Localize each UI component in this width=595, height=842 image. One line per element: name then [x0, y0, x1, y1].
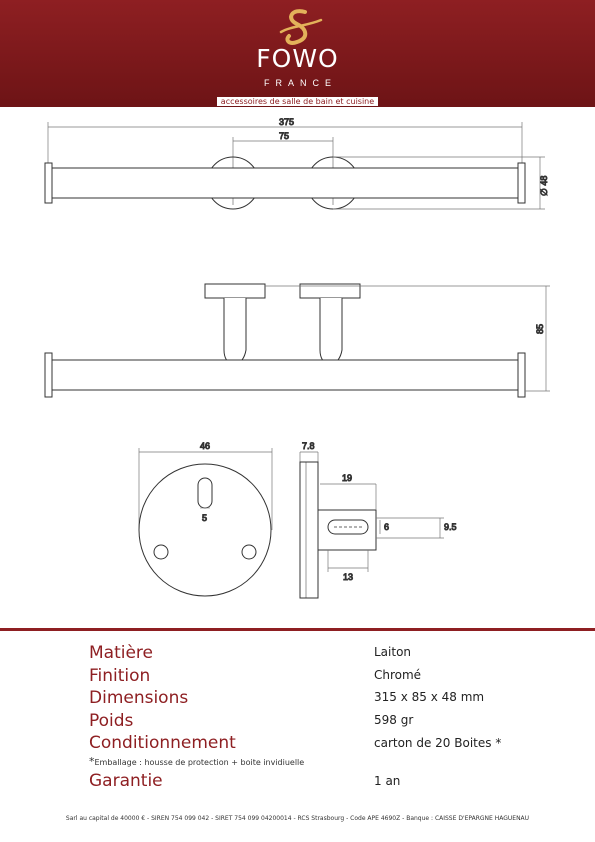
spec-label-warranty: Garantie [89, 771, 163, 791]
tagline: accessoires de salle de bain et cuisine [0, 97, 595, 106]
brand-subtitle: FRANCE [263, 78, 337, 88]
spec-label-weight: Poids [89, 711, 134, 731]
top-view [45, 122, 545, 209]
dim-slot-outer: 9.5 [444, 522, 457, 532]
specs-divider [0, 628, 595, 631]
spec-value-dimensions: 315 x 85 x 48 mm [374, 690, 485, 704]
dim-plate-diameter: 46 [200, 441, 211, 451]
dim-screw-offset: 5 [202, 513, 208, 523]
dim-diameter: ∅ 48 [539, 175, 549, 196]
note-asterisk: * [89, 755, 95, 768]
dim-slot-height: 6 [384, 522, 390, 532]
dim-plate-thickness: 7.8 [302, 441, 315, 451]
spec-value-warranty: 1 an [374, 774, 401, 788]
dim-arm-length: 19 [342, 473, 353, 483]
spec-value-material: Laiton [374, 645, 412, 659]
note-text: Emballage : housse de protection + boite invidiuelle [94, 758, 305, 767]
brand-name: FOWO [256, 44, 339, 73]
legal-footer: Sarl au capital de 40000 € - SIREN 754 099 042 - SIRET 754 099 04200014 - RCS Strasbourg - Code APE 4690Z - Banque : CAISSE D'EPARGNE HAGUENAU [65, 815, 530, 822]
spec-label-material: Matière [89, 643, 154, 663]
spec-value-finish: Chromé [374, 668, 422, 682]
dim-spacing: 75 [279, 131, 290, 141]
spec-value-packaging: carton de 20 Boites * [374, 736, 502, 750]
spec-label-finish: Finition [89, 666, 151, 686]
dim-total-length: 375 [279, 117, 295, 127]
plate-detail-side [300, 452, 444, 598]
front-view [45, 284, 550, 397]
spec-value-weight: 598 gr [374, 713, 414, 727]
spec-label-packaging: Conditionnement [89, 733, 236, 753]
dim-slot-width: 13 [343, 572, 354, 582]
packaging-note [89, 755, 304, 768]
spec-label-dimensions: Dimensions [89, 688, 189, 708]
dim-height: 85 [535, 323, 545, 334]
